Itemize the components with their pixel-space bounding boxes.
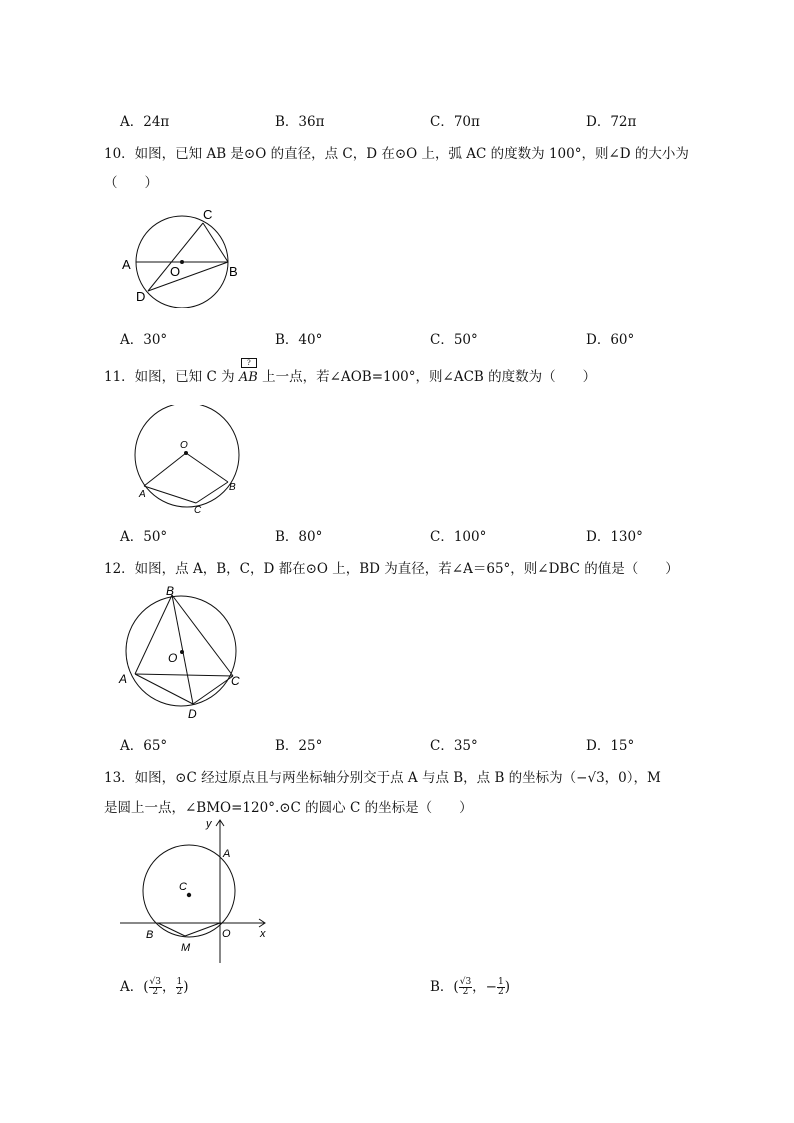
- q11-option-b: B．80°: [275, 529, 323, 545]
- q12-option-c: C．35°: [430, 738, 478, 754]
- q10-paren: （ ）: [104, 175, 158, 191]
- q10-option-d: D．60°: [586, 332, 635, 348]
- q13-label-o: O: [222, 928, 231, 940]
- q11-option-c: C．100°: [430, 529, 487, 545]
- q13-option-b-sign: −: [485, 979, 497, 995]
- q13-option-a-letter: A．: [120, 979, 144, 995]
- q12-option-a: A．65°: [120, 738, 168, 754]
- q13-label-x: x: [260, 928, 266, 940]
- q11-arc-ab: ? AB: [238, 359, 258, 385]
- q13-option-a-x: $\frac{√3}{2}$: [149, 977, 161, 997]
- q12-label-b: B: [166, 584, 175, 598]
- q9-option-c: C．70π: [430, 114, 480, 130]
- q12-label-a: A: [119, 672, 128, 686]
- q12-label-d: D: [188, 707, 197, 721]
- q10-label-a: A: [122, 257, 131, 272]
- q10-label-o: O: [170, 264, 181, 279]
- q9-option-a: A．24π: [120, 114, 170, 130]
- q10-label-d: D: [136, 289, 146, 304]
- q9-option-d: D．72π: [586, 114, 637, 130]
- q10-option-b: B．40°: [275, 332, 323, 348]
- q11-option-d: D．130°: [586, 529, 643, 545]
- q11-stem-post: 上一点，若∠AOB=100°，则∠ACB 的度数为（ ）: [262, 369, 597, 385]
- q11-label-b: B: [229, 482, 236, 493]
- q10-figure: [118, 203, 258, 308]
- q13-label-b: B: [146, 929, 154, 941]
- q11-label-a: A: [139, 489, 146, 500]
- q13-stem-line1: 13．如图，⊙C 经过原点且与两坐标轴分别交于点 A 与点 B，点 B 的坐标为（−√3，0），M: [104, 770, 661, 786]
- q13-label-y: y: [206, 818, 212, 830]
- q13-option-a-y: $\frac{1}{2}$: [176, 977, 183, 997]
- q12-option-b: B．25°: [275, 738, 323, 754]
- q11-label-o: O: [180, 440, 188, 451]
- q10-stem: 10．如图，已知 AB 是⊙O 的直径，点 C，D 在⊙O 上，弧 AC 的度数为 100°，则∠D 的大小为: [104, 146, 689, 162]
- q11-stem: [104, 359, 597, 385]
- q13-option-b-letter: B．: [430, 979, 454, 995]
- q13-figure: [115, 815, 275, 965]
- q11-figure: [130, 405, 245, 515]
- q11-label-c: C: [194, 505, 202, 515]
- q11-stem-pre: 11．如图，已知 C 为: [104, 369, 235, 385]
- q10-label-c: C: [203, 207, 213, 222]
- q13-option-b-x: $\frac{√3}{2}$: [459, 977, 472, 997]
- q13-option-b-y: $\frac{1}{2}$: [497, 977, 504, 997]
- q12-label-c: C: [231, 674, 240, 688]
- q11-arc-label: AB: [238, 370, 258, 385]
- q12-label-o: O: [168, 651, 178, 665]
- q13-label-m: M: [181, 942, 191, 954]
- q13-label-c: C: [179, 881, 187, 893]
- q9-option-b: B．36π: [275, 114, 325, 130]
- q13-stem-line2: 是圆上一点，∠BMO=120°.⊙C 的圆心 C 的坐标是（ ）: [104, 800, 473, 816]
- q12-stem: 12．如图，点 A，B，C，D 都在⊙O 上，BD 为直径，若∠A＝65°，则∠DBC 的值是（ ）: [104, 561, 679, 577]
- q10-label-b: B: [229, 264, 238, 279]
- q12-figure: [115, 583, 250, 723]
- q12-option-d: D．15°: [586, 738, 635, 754]
- q11-option-a: A．50°: [120, 529, 168, 545]
- q13-option-a: A．( $\frac{√3}{2}$ ， $\frac{1}{2}$ ): [120, 977, 189, 997]
- q13-label-a: A: [223, 848, 231, 860]
- q10-option-c: C．50°: [430, 332, 478, 348]
- q13-option-b: B．( $\frac{√3}{2}$ ，− $\frac{1}{2}$ ): [430, 977, 510, 997]
- q10-option-a: A．30°: [120, 332, 168, 348]
